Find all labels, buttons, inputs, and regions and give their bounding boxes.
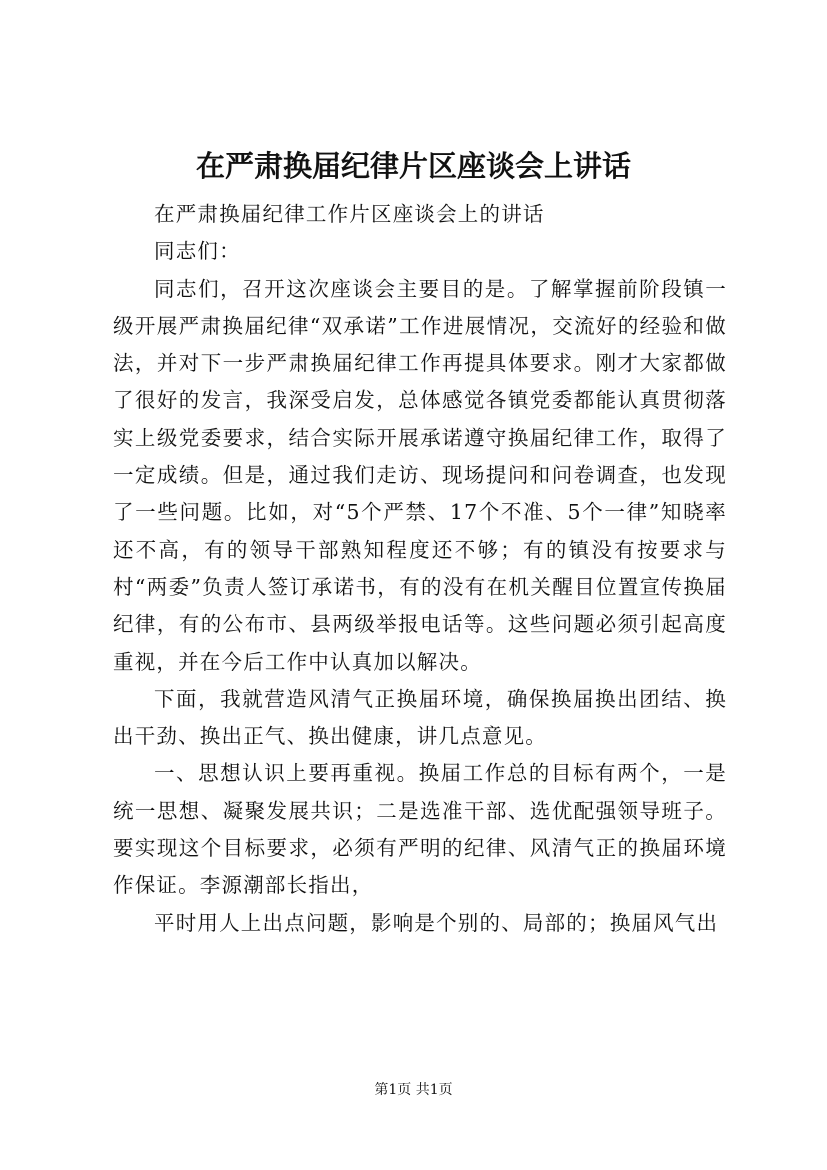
body-paragraph: 同志们，召开这次座谈会主要目的是。了解掌握前阶段镇一级开展严肃换届纪律“双承诺”工作进展情况，交流好的经验和做法，并对下一步严肃换届纪律工作再提具体要求。刚才大家都做了很好的发言，我深受启发，总体感觉各镇党委都能认真贯彻落实上级党委要求，结合实际开展承诺遵守换届纪律工作，取得了一定成绩。但是，通过我们走访、现场提问和问卷调查，也发现了一些问题。比如，对“5个严禁、17个不准、5个一律”知晓率还不高，有的领导干部熟知程度还不够；有的镇没有按要求与村“两委”负责人签订承诺书，有的没有在机关醒目位置宣传换届纪律，有的公布市、县两级举报电话等。这些问题必须引起高度重视，并在今后工作中认真加以解决。	[113, 276, 727, 674]
page-number-footer: 第1页 共1页	[374, 1082, 453, 1098]
body-paragraph: 下面，我就营造风清气正换届环境，确保换届换出团结、换出干劲、换出正气、换出健康，讲几点意见。	[113, 686, 727, 749]
subtitle-paragraph: 在严肃换届纪律工作片区座谈会上的讲话	[154, 202, 545, 226]
salutation-paragraph: 同志们：	[154, 239, 241, 264]
document-body	[113, 196, 727, 942]
document-title: 在严肃换届纪律片区座谈会上讲话	[195, 149, 631, 183]
body-paragraph: 一、思想认识上要再重视。换届工作总的目标有两个，一是统一思想、凝聚发展共识；二是选准干部、选优配强领导班子。要实现这个目标要求，必须有严明的纪律、风清气正的换届环境作保证。李源潮部长指出，	[113, 761, 727, 898]
body-paragraph: 平时用人上出点问题，影响是个别的、局部的；换届风气出	[154, 910, 719, 935]
